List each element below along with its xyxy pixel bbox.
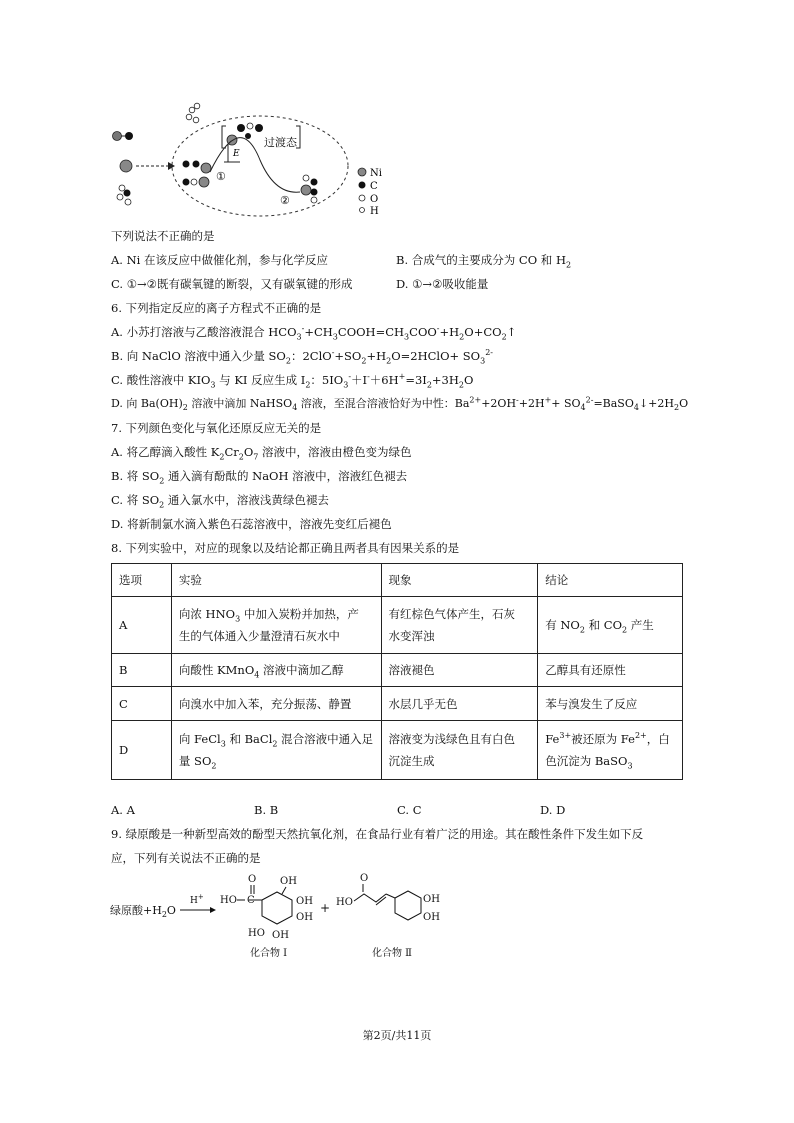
co-molecule-left bbox=[113, 132, 134, 141]
transition-state-label: 过渡态 bbox=[264, 136, 297, 149]
compound-1-label: 化合物 Ⅰ bbox=[250, 948, 288, 959]
q8-choice-a: A. A bbox=[111, 803, 135, 817]
chlorogenic-acid-reaction bbox=[110, 870, 450, 962]
intermediate-1 bbox=[183, 161, 212, 188]
step1-label: ① bbox=[216, 170, 226, 183]
table-cell: 有 $NO_2$ 和 $CO_2$ 产生 bbox=[538, 597, 683, 654]
q6-option-a: A. 小苏打溶液与乙酸溶液混合 $HCO_3^-+CH_3COOH=CH_3COO^-+H_2O+CO_2↑$ bbox=[111, 324, 517, 342]
q5-option-b: B. 合成气的主要成分为 CO 和 $H_2$ bbox=[396, 253, 572, 270]
q8-choice-c: C. C bbox=[397, 803, 422, 817]
legend-ni: Ni bbox=[370, 168, 382, 179]
q8-stem: 8. 下列实验中，对应的现象以及结论都正确且两者具有因果关系的是 bbox=[111, 541, 460, 555]
table-cell: 水层几乎无色 bbox=[381, 687, 538, 721]
q9-stem-line2: 应，下列有关说法不正确的是 bbox=[111, 851, 261, 865]
q7-option-b: B. 将 $SO_2$ 通入滴有酚酞的 NaOH 溶液中，溶液红色褪去 bbox=[111, 469, 408, 486]
table-cell: A bbox=[112, 597, 172, 654]
h2-molecules-top bbox=[186, 103, 200, 123]
table-cell: 向浓 $HNO_3$ 中加入炭粉并加热，产 生的气体通入少量澄清石灰水中 bbox=[171, 597, 381, 654]
svg-text:OH: OH bbox=[296, 896, 313, 907]
plus-sign: + bbox=[320, 901, 331, 915]
page-footer: 第2页/共11页 bbox=[362, 1029, 432, 1042]
svg-text:HO: HO bbox=[248, 928, 265, 939]
svg-text:OH: OH bbox=[296, 912, 313, 923]
compound-2-label: 化合物 Ⅱ bbox=[372, 948, 412, 959]
reactant-label: 绿原酸$+H_2O$ bbox=[110, 904, 176, 919]
table-row bbox=[112, 597, 683, 654]
table-header: 结论 bbox=[538, 564, 683, 597]
q8-choice-d: D. D bbox=[540, 803, 566, 817]
mechanism-diagram bbox=[100, 100, 400, 220]
q8-choice-b: B. B bbox=[254, 803, 279, 817]
table-cell: 有红棕色气体产生，石灰 水变浑浊 bbox=[381, 597, 538, 654]
table-header: 现象 bbox=[381, 564, 538, 597]
water-molecule-left bbox=[117, 185, 131, 205]
q6-stem: 6. 下列指定反应的离子方程式不正确的是 bbox=[111, 301, 322, 315]
ni-atom bbox=[120, 160, 132, 172]
table-cell: D bbox=[112, 721, 172, 780]
table-cell: B bbox=[112, 654, 172, 687]
legend-o: O bbox=[370, 194, 379, 205]
table-cell: 向 FeCl$_3$ 和 BaCl$_2$ 混合溶液中通入足 量 $SO_2$ bbox=[171, 721, 381, 780]
q6-option-b: B. 向 NaClO 溶液中通入少量 $SO_2$：$2ClO^-+SO_2+H_2O=2HClO+ SO_3^{2-}$ bbox=[111, 348, 494, 366]
intermediate-2 bbox=[301, 175, 318, 203]
q8-table bbox=[111, 563, 683, 780]
catalyst-label: H+ bbox=[190, 893, 204, 906]
svg-text:OH: OH bbox=[272, 930, 289, 941]
q6-option-d: D. 向 $Ba(OH)_2$ 溶液中滴加 NaHSO$_4$ 溶液，至混合溶液恰好为中性：$Ba^{2+}+2OH^-+2H^++$ $SO_4^{2-}=BaSO_4↓+2H_2O$ bbox=[111, 395, 689, 413]
q7-option-d: D. 将新制氯水滴入紫色石蕊溶液中，溶液先变红后褪色 bbox=[111, 517, 392, 531]
q5-option-a: A. Ni 在该反应中做催化剂，参与化学反应 bbox=[111, 253, 329, 267]
table-cell: 溶液变为浅绿色且有白色 沉淀生成 bbox=[381, 721, 538, 780]
svg-text:O: O bbox=[248, 874, 257, 885]
table-cell: 向溴水中加入苯，充分振荡、静置 bbox=[171, 687, 381, 721]
q7-option-a: A. 将乙醇滴入酸性 $K_2Cr_2O_7$ 溶液中，溶液由橙色变为绿色 bbox=[111, 445, 412, 462]
table-row bbox=[112, 654, 683, 687]
legend-c: C bbox=[370, 181, 378, 192]
table-cell: $Fe^{3+}$被还原为 $Fe^{2+}$，白 色沉淀为 BaSO$_3$ bbox=[538, 721, 683, 780]
energy-label: E bbox=[233, 149, 240, 159]
table-header: 实验 bbox=[171, 564, 381, 597]
table-cell: 向酸性 KMnO$_4$ 溶液中滴加乙醇 bbox=[171, 654, 381, 687]
svg-text:OH: OH bbox=[280, 876, 297, 887]
svg-text:C: C bbox=[247, 895, 255, 906]
q7-stem: 7. 下列颜色变化与氧化还原反应无关的是 bbox=[111, 421, 322, 435]
table-header: 选项 bbox=[112, 564, 172, 597]
q5-stem: 下列说法不正确的是 bbox=[111, 229, 215, 243]
table-row bbox=[112, 687, 683, 721]
table-cell: C bbox=[112, 687, 172, 721]
svg-text:HO: HO bbox=[220, 895, 237, 906]
svg-text:OH: OH bbox=[423, 894, 440, 905]
table-cell: 苯与溴发生了反应 bbox=[538, 687, 683, 721]
q5-option-d: D. ①→②吸收能量 bbox=[396, 277, 489, 291]
q5-option-c: C. ①→②既有碳氧键的断裂，又有碳氧键的形成 bbox=[111, 277, 353, 291]
legend-h: H bbox=[370, 206, 379, 217]
table-row bbox=[112, 721, 683, 780]
compound-1-structure bbox=[220, 874, 313, 959]
q7-option-c: C. 将 $SO_2$ 通入氯水中，溶液浅黄绿色褪去 bbox=[111, 493, 329, 510]
table-header-row bbox=[112, 564, 683, 597]
atom-legend bbox=[358, 168, 382, 217]
q9-stem-line1: 9. 绿原酸是一种新型高效的酚型天然抗氧化剂，在食品行业有着广泛的用途。其在酸性条件下发生如下反 bbox=[111, 827, 644, 841]
step2-label: ② bbox=[280, 194, 290, 207]
svg-text:HO: HO bbox=[336, 897, 353, 908]
svg-text:O: O bbox=[360, 873, 369, 884]
q6-option-c: C. 酸性溶液中 $KIO_3$ 与 KI 反应生成 $I_2$：$5IO_3^-+I^-+6H^+=3I_2+3H_2O$ bbox=[111, 372, 474, 390]
table-cell: 溶液褪色 bbox=[381, 654, 538, 687]
table-cell: 乙醇具有还原性 bbox=[538, 654, 683, 687]
svg-text:OH: OH bbox=[423, 912, 440, 923]
compound-2-structure bbox=[336, 873, 440, 959]
